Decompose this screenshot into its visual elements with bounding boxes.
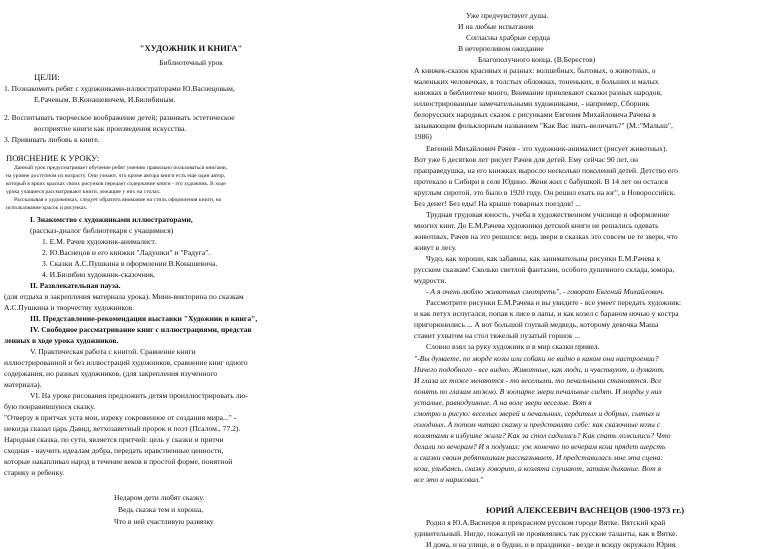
quote-text: - А я очень люблю животных смотреть", - говорит Евгений Михайлович. <box>426 287 665 296</box>
para3-line: русским сказкам! Сколько светлой фантазии, особого душевного склада, юмора, <box>414 265 675 274</box>
para1-line: иллюстрированные замечательными художниками, - например, Сборник <box>414 99 650 108</box>
para3-line: живут в лесу. <box>414 243 457 252</box>
para1-line: книжках в библиотеке много, Внимание привлекают сказки разных народов, <box>414 88 662 97</box>
section-title: ЮРИЙ АЛЕКСЕЕВИЧ ВАСНЕЦОВ (1900-1973 гг.) <box>486 505 685 515</box>
para4-line: Словно взял за руку художник и в мир сказки привел. <box>426 342 600 351</box>
para3-line: мудрости. <box>414 276 447 285</box>
para1-line: белорусских народных сказок с рисунками Евгения Михайловича Рачева в <box>414 110 656 119</box>
italic-line: коза, улыбаясь, сказку говорит, а козлята слушают, затаив дыхание. Вот я <box>414 464 662 473</box>
goal-line: 2. Воспитывать творческое воображение детей; развивать эстетическое <box>4 113 235 122</box>
part1-subtitle: (рассказ-диалог библиотекаря с учащимися) <box>30 226 174 235</box>
explain-line: использование красок и рисунках. <box>6 205 88 211</box>
part6-line: которые накапливал народ в течение веков в простой форме, понятной <box>4 457 233 466</box>
section-line: удивительный. Нигде, пожалуй не проявлялись так русские таланты, как в Вятке. <box>414 529 678 538</box>
italic-line: все это и нарисовал." <box>414 475 484 484</box>
part6-line: сходная - научить идеалам добра, передать нравственные ценности, <box>4 446 224 455</box>
para4-line: ставит ухватом на стол тяжелый пузатый горшок ... <box>414 331 581 340</box>
right-column <box>414 0 768 549</box>
poem-line: Что в ней счастливую развязку <box>114 517 214 526</box>
section-line: И дома, и на улице, и в будни, и в праздники - везде и всюду окружало Юрия <box>426 540 676 549</box>
goal-line: 3. Прививать любовь к книге. <box>4 135 100 144</box>
para1-line: зазывающим фольклорным названием "Как Вас звать-величать?" (М.:"Малыш", <box>414 121 673 130</box>
italic-line: смотрю и рисую: веселых зверей и печальных, сердитых и добрых, сытых и <box>414 409 660 418</box>
para3-line: Чудо, как хороши, как забавны, как занимательны рисунки Е.М.Рачева к <box>426 254 661 263</box>
explain-line: который в ярких красках своих рисунков передает содержание книги - это художник. В ходе <box>6 181 226 187</box>
quote-line <box>426 288 664 296</box>
part3-line: ленных в ходе урока художников. <box>4 336 119 345</box>
part6-line: бую понравившуюся сказку. <box>4 402 96 411</box>
para2-line: праправедушка, на его книжках выросло несколько поколений детей. Детство его <box>414 166 678 175</box>
poem-line: Уже предчувствует душа. <box>466 11 549 20</box>
poem-line: Ведь сказка тем и хороша, <box>118 505 204 514</box>
part5-line: иллюстрированной и без иллюстраций художников, сравнение книг одного <box>4 358 248 367</box>
document-title: "ХУДОЖНИК И КНИГА" <box>139 43 243 53</box>
italic-line: "-Вы думаете, по морде козы или собаки не видно в каком они настроении? <box>414 354 659 363</box>
poem-line: Недаром дети любят сказку. <box>114 493 205 502</box>
para2-line: Вот уже 6 десятков лет рисует Рачев для детей. Ему сейчас 90 лет, он <box>414 155 639 164</box>
para4-line: и как петух испугался, попав к лисе в лапы, и как козел с бараном ночью у костра <box>414 309 679 318</box>
part1-item: 2. Ю.Васнецов и его книжки "Ладушки" и "Радуга". <box>42 248 211 257</box>
part3-line: IV. Свободное рассматривание книг с иллюстрациями, представ <box>30 325 252 334</box>
para1-line: маленьких человечках, в толстых обложках, тоненьких, в больших и малых <box>414 77 659 86</box>
para2-line: Евгений Михайлович Рачев - это художник-анималист (рисует животных). <box>426 144 668 153</box>
part1-item: 1. Е.М. Рачев художник-анималист. <box>42 237 157 246</box>
explain-line: Данный урок предусматривает обучение ребят умению правильно пользоваться книгами, <box>14 165 228 171</box>
poem-line: Согласны храбрые сердца <box>466 33 551 42</box>
italic-line: делали по вечерам? И я подумал: уж конечно по вечерам коза прядет шерсть <box>414 442 666 451</box>
part2-line: А.С.Пушкина и творчеству художников. <box>4 303 135 312</box>
poem-line: И на любые испытания <box>458 22 534 31</box>
goal-line: Е.Рачевым, В.Конашевичем, И.Билибиным. <box>34 95 176 104</box>
para2-line: Без денег! Без еды! На крыше товарных поездов! ... <box>414 199 581 208</box>
para3-line: животных, Рачев на это решился: ведь звери в сказках это совсем не те звери, что <box>414 232 678 241</box>
para1-line: 1986) <box>414 132 432 141</box>
para3-line: многих книг. До Е.М.Рачева художники детской книги не решались одевать <box>414 221 659 230</box>
part6-line: "Отверзу в притчах уста мои, изреку сокровенное от создания мира..." - <box>4 413 237 422</box>
para2-line: протекало в Сибири в селе Юдино. Женя жил с бабушкой. В 14 лет он остался <box>414 177 668 186</box>
italic-line: и сказки своим ребятишкам рассказывает, И представилась мне эта сцена: <box>414 453 663 462</box>
poem-line: В нетерпеливом ожидание <box>458 44 544 53</box>
part6-line: старику и ребенку. <box>4 468 65 477</box>
part2-line: (для отдыха и закрепления материала урока). Мини-викторина по сказкам <box>4 292 244 301</box>
italic-line: Ничего подобного - все видно. Животные, как люди, и чувствуют, и думают. <box>414 365 665 374</box>
part6-line: VI. На уроке рисования предложить детям проиллюстрировать лю- <box>30 391 248 400</box>
part6-line: Народная сказка, по сути, является притчей: цель у сказки и притчи <box>4 435 224 444</box>
para1-line: А книжек-сказок красивых и разных: волшебных, бытовых, о животных, о <box>414 66 656 75</box>
para4-line: пригорюнились ... А вот большой глупый медведь, которому девочка Маша <box>414 320 659 329</box>
para2-line: круглым сиротой, это было в 1920 году. Он решил ехать на юг", в Новороссийск. <box>414 188 676 197</box>
part5-line: V. Практическая работа с книгой. Сравнение книги <box>30 347 196 356</box>
italic-line: понять по глазам можно. В зоопарке звери печальные сидят. И морды у них <box>414 387 662 396</box>
goals-heading: ЦЕЛИ: <box>34 72 60 82</box>
part3-line: III. Представление-рекомендация выставки "Художник и книга", <box>30 314 258 323</box>
part1-item: 3. Сказки А.С.Пушкина в оформлении В.Конашевича. <box>42 259 218 268</box>
explain-line: Рассказывая о художниках, следует обратить внимание на стиль оформления книги, на <box>14 197 222 203</box>
section-line: Родил я Ю.А.Васнецов в прекрасном русском городе Вятке. Вятский край <box>426 518 666 527</box>
para4-line: Рассмотрите рисунки Е.М.Рачева и вы увидите - все умеет передать художник: <box>426 298 682 307</box>
explain-line: урока учащиеся рассматривают книги, лежащие у них на столах. <box>6 189 161 195</box>
part2-title: II. Развлекательная пауза. <box>30 281 121 290</box>
part6-line: некогда сказал царь Давид, ветхозаветный пророк и поэт (Псалом., 77.2). <box>4 424 241 433</box>
goal-line: 1. Познакомить ребят с художниками-иллюстраторами Ю.Васнецовым, <box>4 84 235 93</box>
explain-heading: ПОЯСНЕНИЕ К УРОКУ: <box>6 153 100 163</box>
part1-title: I. Знакомство с художниками иллюстраторами, <box>30 215 193 224</box>
part1-item: 4. И.Билибин художник-сказочник. <box>42 270 156 279</box>
italic-line: И глаза их тоже меняются - то веселыми, то печальными становятся. Все <box>414 376 662 385</box>
document-subtitle: Библиотечный урок <box>159 58 223 67</box>
para3-line: Трудная трудовая юность, учеба в художественном училище и оформление <box>426 210 670 219</box>
part5-line: материала). <box>4 380 42 389</box>
italic-line: козлятами в избушке жили? Как за стол садились? Как спать ложились? Что <box>414 431 671 440</box>
poem-line: Благополучного конца. (В.Берестов) <box>478 55 596 64</box>
left-column <box>0 0 384 543</box>
goal-line: восприятие книги как произведения искусства. <box>34 124 187 133</box>
explain-line: на уровне доступном их возрасту. Они узнают, что кроме автора книги есть еще один автор, <box>6 173 226 179</box>
italic-line: голодных. А потом читаю сказку и представляю себе: как сказочные козы с <box>414 420 661 429</box>
part5-line: содержания, но разных художников, (для закрепления изученного <box>4 369 218 378</box>
italic-line: усталые, равнодушные. А на воле звери веселые. Вот я <box>414 398 592 407</box>
